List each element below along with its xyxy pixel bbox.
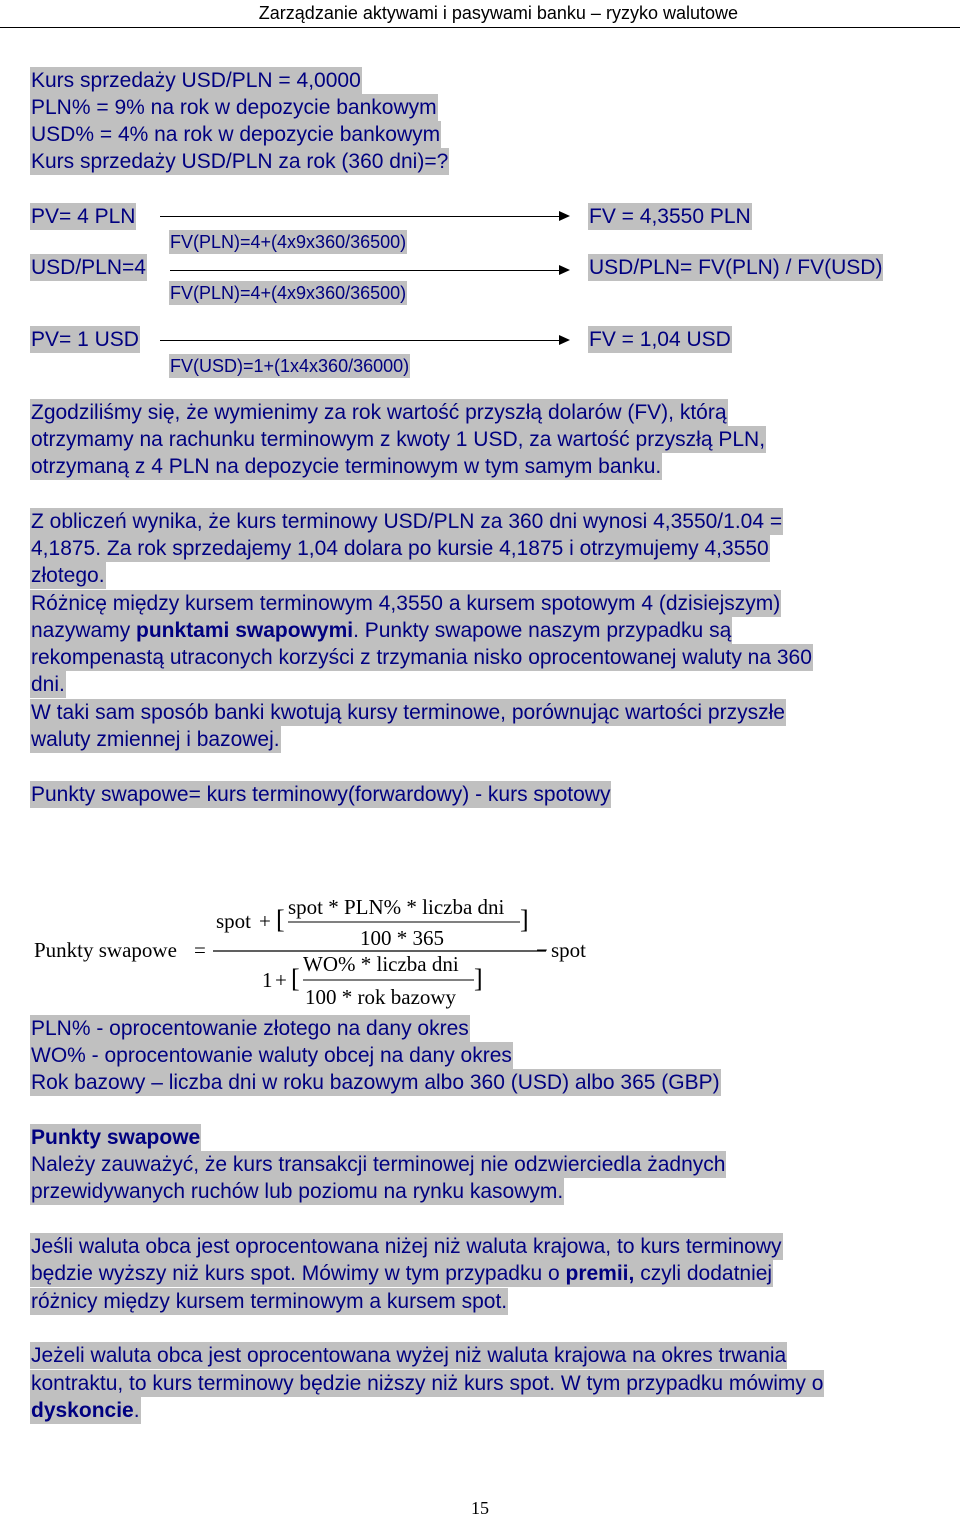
text-line: Różnicę między kursem terminowym 4,3550 a kursem spotowym 4 (dzisiejszym) — [31, 592, 781, 615]
usdpln-label: USD/PLN=4 — [31, 256, 146, 279]
swap-definition: Punkty swapowe= kurs terminowy(forwardowy) - kurs spotowy — [31, 783, 611, 806]
fv-pln-label: FV = 4,3550 PLN — [589, 205, 751, 228]
section-heading: Punkty swapowe — [31, 1126, 201, 1149]
text-line: Jeśli waluta obca jest oprocentowana niżej niż waluta krajowa, to kurs terminowy — [31, 1235, 782, 1258]
legend-line: Rok bazowy – liczba dni w roku bazowym albo 360 (USD) albo 365 (GBP) — [31, 1071, 720, 1094]
bold-term: punktami swapowymi — [136, 619, 354, 642]
text-line: dni. — [31, 673, 65, 696]
usdpln-fv-label: USD/PLN= FV(PLN) / FV(USD) — [589, 256, 883, 279]
formula-den-top: WO% * liczba dni — [303, 952, 459, 976]
formula-bracket: [ — [276, 905, 285, 934]
pv-usd-label: PV= 1 USD — [31, 328, 139, 351]
formula-one: 1 — [262, 968, 273, 992]
formula-plus: + — [259, 909, 271, 933]
text-line: będzie wyższy niż kurs spot. Mówimy w tym przypadku o premii, czyli dodatniej — [31, 1262, 773, 1285]
text-line: rekompenastą utraconych korzyści z trzymania nisko oprocentowanej waluty na 360 — [31, 646, 812, 669]
intro-line: PLN% = 9% na rok w depozycie bankowym — [31, 96, 437, 119]
arrow-right-icon — [160, 216, 568, 217]
text-line: W taki sam sposób banki kwotują kursy terminowe, porównując wartości przyszłe — [31, 701, 785, 724]
fv-usd-formula: FV(USD)=1+(1x4x360/36000) — [170, 356, 410, 376]
page-number: 15 — [471, 1498, 489, 1518]
legend-line: WO% - oprocentowanie waluty obcej na dany okres — [31, 1044, 512, 1067]
arrow-right-icon — [170, 270, 568, 271]
legend-line: PLN% - oprocentowanie złotego na dany okres — [31, 1017, 469, 1040]
formula-bracket: ] — [520, 905, 529, 934]
text-line: Z obliczeń wynika, że kurs terminowy USD/PLN za 360 dni wynosi 4,3550/1.04 = — [31, 510, 783, 533]
formula-bracket: [ — [291, 964, 300, 993]
intro-line: USD% = 4% na rok w depozycie bankowym — [31, 123, 441, 146]
formula-tail: spot — [551, 938, 587, 962]
text-line: złotego. — [31, 564, 105, 587]
text-line: różnicy między kursem terminowym a kursem spot. — [31, 1290, 508, 1313]
text-line: nazywamy punktami swapowymi. Punkty swapowe naszym przypadku są — [31, 619, 732, 642]
bold-term: dyskoncie — [31, 1399, 134, 1422]
text-line: 4,1875. Za rok sprzedajemy 1,04 dolara po kursie 4,1875 i otrzymujemy 4,3550 — [31, 537, 769, 560]
text-line: otrzymaną z 4 PLN na depozycie terminowym w tym samym banku. — [31, 455, 662, 478]
fv-pln-formula: FV(PLN)=4+(4x9x360/36500) — [170, 283, 407, 303]
formula-bracket: ] — [474, 964, 483, 993]
text-line: Jeżeli waluta obca jest oprocentowana wyżej niż waluta krajowa na okres trwania — [31, 1344, 787, 1367]
text-line: Należy zauważyć, że kurs transakcji terminowej nie odzwierciedla żadnych — [31, 1153, 726, 1176]
fv-usd-label: FV = 1,04 USD — [589, 328, 731, 351]
formula-plus: + — [275, 968, 287, 992]
intro-line: Kurs sprzedaży USD/PLN za rok (360 dni)=? — [31, 150, 449, 173]
formula-num-bottom: 100 * 365 — [360, 926, 444, 950]
formula-minus: − — [536, 938, 548, 962]
formula-den-bottom: 100 * rok bazowy — [305, 985, 457, 1009]
bold-term: premii, — [565, 1262, 635, 1285]
text-line: waluty zmiennej i bazowej. — [31, 728, 280, 751]
text-line: Zgodziliśmy się, że wymienimy za rok wartość przyszłą dolarów (FV), którą — [31, 401, 727, 424]
intro-line: Kurs sprzedaży USD/PLN = 4,0000 — [31, 69, 361, 92]
text-line: otrzymamy na rachunku terminowym z kwoty 1 USD, za wartość przyszłą PLN, — [31, 428, 766, 451]
text-line: dyskoncie. — [31, 1399, 140, 1422]
formula-eq: = — [194, 938, 206, 962]
text-line: przewidywanych ruchów lub poziomu na rynku kasowym. — [31, 1180, 564, 1203]
text-line: kontraktu, to kurs terminowy będzie niższy niż kurs spot. W tym przypadku mówimy o — [31, 1372, 824, 1395]
page-header — [0, 0, 960, 28]
formula-lhs: Punkty swapowe — [34, 938, 177, 962]
pv-pln-label: PV= 4 PLN — [31, 205, 136, 228]
formula-num-top: spot * PLN% * liczba dni — [288, 895, 505, 919]
arrow-right-icon — [160, 340, 568, 341]
header-title: Zarządzanie aktywami i pasywami banku – ryzyko walutowe — [258, 3, 738, 23]
formula-spot: spot — [216, 909, 252, 933]
swap-points-formula — [30, 880, 650, 1020]
fv-pln-formula: FV(PLN)=4+(4x9x360/36500) — [170, 232, 407, 252]
